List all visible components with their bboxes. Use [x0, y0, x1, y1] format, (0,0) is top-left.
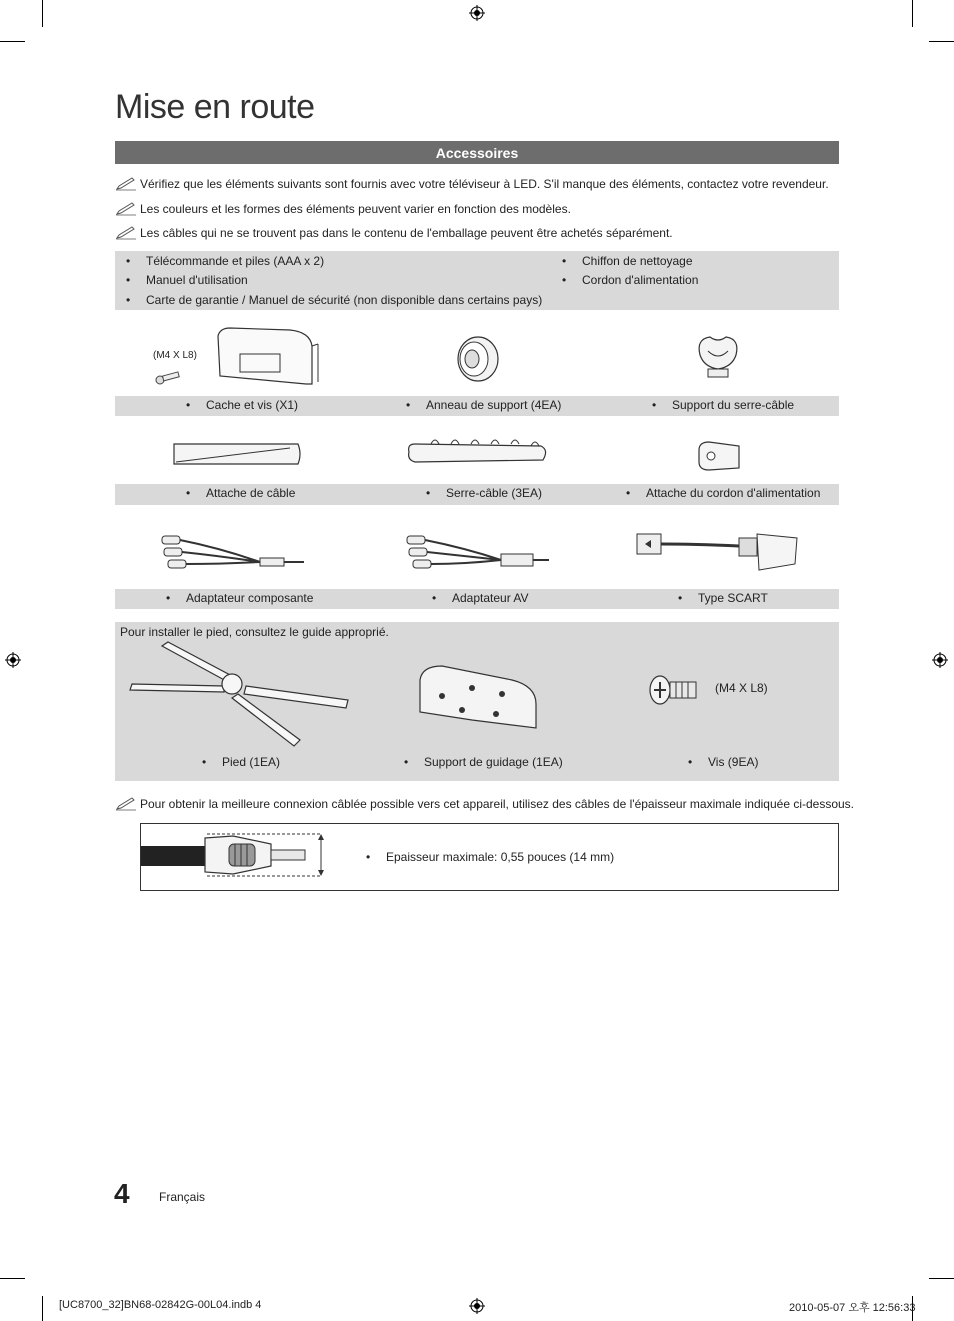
accessory-label: • Serre-câble (3EA) — [426, 486, 542, 500]
note-text: Les câbles qui ne se trouvent pas dans le contenu de l'emballage peuvent être achetés séparément. — [140, 226, 673, 240]
crop-mark — [42, 1296, 43, 1321]
included-item: • Chiffon de nettoyage — [562, 254, 693, 268]
screw-spec-label: (M4 X L8) — [715, 681, 768, 695]
footer-file-name: [UC8700_32]BN68-02842G-00L04.indb 4 — [59, 1299, 262, 1311]
stand-item-label: • Vis (9EA) — [688, 755, 758, 769]
note-text: Les couleurs et les formes des éléments peuvent varier en fonction des modèles. — [140, 202, 571, 216]
note-text: Pour obtenir la meilleure connexion câblée possible vers cet appareil, utilisez des câbles de l'épaisseur maximale indiquée ci-dessous. — [140, 797, 855, 811]
page-number: 4 — [114, 1178, 130, 1209]
accessory-label: • Type SCART — [678, 591, 768, 605]
component-adapter-icon — [160, 528, 308, 574]
accessory-label: • Attache de câble — [186, 486, 295, 500]
crop-mark — [0, 41, 25, 42]
crop-mark — [929, 1278, 954, 1279]
note — [115, 797, 854, 811]
av-adapter-icon — [405, 528, 553, 574]
note-pencil-icon — [115, 202, 137, 216]
note-pencil-icon — [115, 797, 137, 811]
accessory-label: • Adaptateur AV — [432, 591, 529, 605]
guide-stand-icon — [412, 660, 540, 732]
accessory-label: • Attache du cordon d'alimentation — [626, 486, 820, 500]
note-pencil-icon — [115, 226, 137, 240]
note — [115, 202, 571, 216]
power-cord-holder-icon — [695, 440, 745, 472]
included-item: • Carte de garantie / Manuel de sécurité (non disponible dans certains pays) — [126, 293, 542, 307]
included-item: • Cordon d'alimentation — [562, 273, 698, 287]
stand-intro: Pour installer le pied, consultez le guide approprié. — [120, 625, 389, 639]
accessory-label: • Adaptateur composante — [166, 591, 313, 605]
crop-mark — [929, 41, 954, 42]
scart-adapter-icon — [635, 526, 805, 578]
crop-mark — [912, 0, 913, 27]
registration-mark-icon — [469, 5, 485, 21]
note-pencil-icon — [115, 177, 137, 191]
cable-tie-icon — [170, 440, 304, 468]
crop-mark — [42, 0, 43, 27]
page-title: Mise en route — [115, 88, 315, 126]
footer-timestamp: 2010-05-07 오후 12:56:33 — [789, 1302, 916, 1314]
registration-mark-icon — [469, 1298, 485, 1314]
note — [115, 226, 673, 240]
included-item: • Manuel d'utilisation — [126, 273, 248, 287]
registration-mark-icon — [932, 652, 948, 668]
holder-ring-icon — [450, 333, 502, 385]
holder-wire-stand-icon — [692, 333, 744, 381]
screw-spec-label: (M4 X L8) — [153, 350, 197, 361]
cable-thickness-icon — [141, 830, 331, 880]
included-item: • Télécommande et piles (AAA x 2) — [126, 254, 324, 268]
section-header: Accessoires — [115, 141, 839, 164]
accessory-label: • Support du serre-câble — [652, 398, 794, 412]
stand-icon — [128, 640, 352, 748]
stand-item-label: • Pied (1EA) — [202, 755, 280, 769]
note — [115, 177, 829, 191]
accessory-label: • Cache et vis (X1) — [186, 398, 298, 412]
crop-mark — [0, 1278, 25, 1279]
cover-icon — [210, 326, 320, 388]
screw-icon — [648, 672, 700, 708]
screw-icon — [155, 370, 181, 386]
wire-holder-icon — [405, 436, 550, 472]
accessory-label: • Anneau de support (4EA) — [406, 398, 561, 412]
stand-item-label: • Support de guidage (1EA) — [404, 755, 563, 769]
footer-language: Français — [159, 1190, 206, 1204]
registration-mark-icon — [5, 652, 21, 668]
note-text: Vérifiez que les éléments suivants sont fournis avec votre téléviseur à LED. S'il manque des éléments, contactez votre revendeur. — [140, 177, 829, 191]
cable-spec: • Epaisseur maximale: 0,55 pouces (14 mm) — [366, 850, 614, 864]
